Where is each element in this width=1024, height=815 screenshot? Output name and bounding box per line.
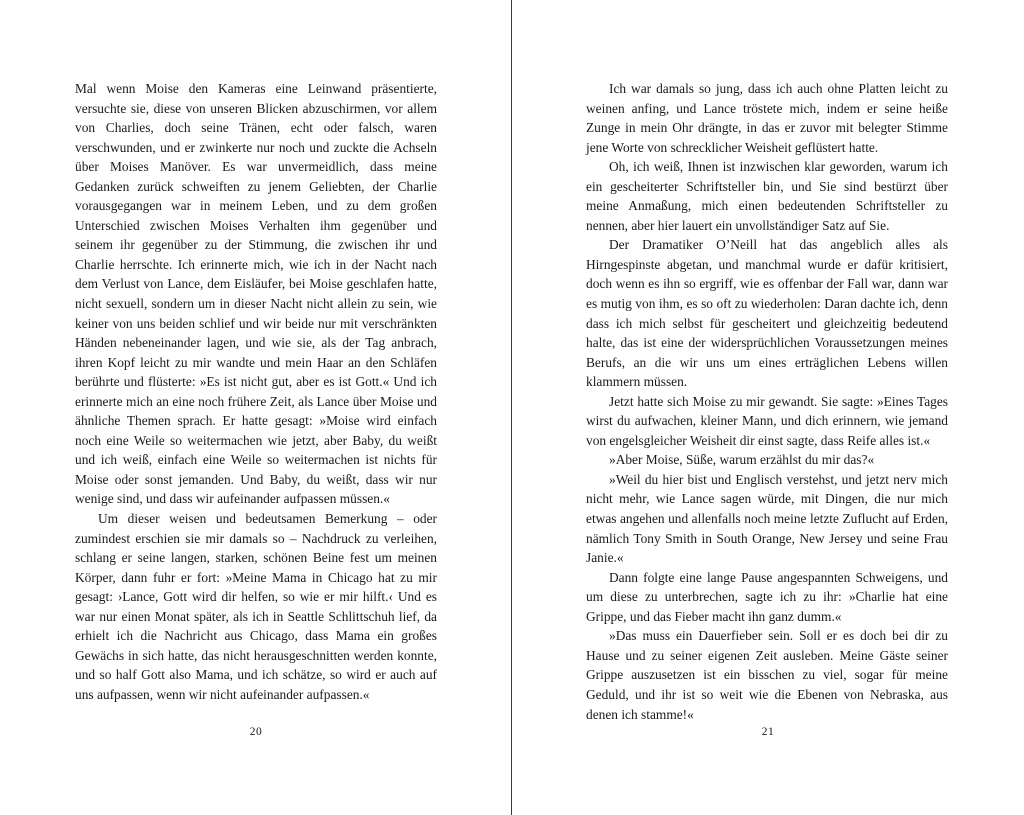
page-number: 21 <box>761 726 775 738</box>
right-page-text <box>586 79 948 724</box>
paragraph: »Aber Moise, Süße, warum erzählst du mir das?« <box>609 452 875 468</box>
paragraph: »Das muss ein Dauerfieber sein. Soll er es doch bei dir zu Hause und zu seiner eigenen Zeit ausleben. Meine Gäste seiner Grippe auszusetzen ist ein bisschen zu viel, sogar für meine Geduld, und ihr ist so weit wie die Ebenen von Nebraska, aus denen ich stamme!« <box>586 628 948 722</box>
left-page-text <box>75 79 437 705</box>
paragraph: Um dieser weisen und bedeutsamen Bemerkung – oder zumindest erschien sie mir damals so – Nachdruck zu verleihen, schlang er seine langen, starken, schönen Beine fest um meinen Körper, dann fuhr er fort: »Meine Mama in Chicago hat zu mir gesagt: ›Lance, Gott wird dir helfen, so wie er mir hilft.‹ Und es war nur einen Monat später, als ich in Seattle Schlittschuh lief, da erhielt ich die Nachricht aus Chicago, dass Mama ein großes Gewächs in sich hatte, das nicht herausgeschnitten werden konnte, und so half Gott also Mama, und ich schätze, so wird er auch auf uns aufpassen, wenn wir nicht aufeinander aufpassen.« <box>75 511 437 702</box>
paragraph: Mal wenn Moise den Kameras eine Leinwand präsentierte, versuchte sie, diese von unseren Blicken abzuschirmen, vor allem von Charlies, doch seine Tränen, echt oder falsch, waren verschwunden, und er zwinkerte nur noch und zuckte die Achseln über Moises Manöver. Es war unvermeidlich, dass meine Gedanken zurück schweiften zu jenem Geliebten, der Charlie vorausgegangen war in meinem Leben, und zu dem großen Unterschied zwischen Moises Verhalten ihm gegenüber und seinem ihr gegenüber zu der Stimmung, die zwischen ihr und Charlie herrschte. Ich erinnerte mich, wie ich in der Nacht nach dem Verlust von Lance, dem Eisläufer, bei Moise geschlafen hatte, nicht sexuell, sondern um in dieser Nacht nicht allein zu sein, wie keiner von uns beiden schlief und wir beide nur mit verschränkten Händen nebeneinander lagen, und wie sie, als der Tag anbrach, ihren Kopf leicht zu mir wandte und mein Haar an den Schläfen berührte und flüsterte: »Es ist nicht gut, aber es ist Gott.« Und ich erinnerte mich an eine noch frühere Zeit, als Lance über Moise und ähnliche Themen sprach. Er hatte gesagt: »Moise wird einfach noch eine Weile so weitermachen wie jetzt, aber Baby, du weißt und ich weiß, einfach eine Weile so weitermachen ist nichts für Moise oder sonst jemanden. Und Baby, du weißt, dass wir nur wenige sind, und dass wir aufeinander aufpassen müssen.« <box>75 81 437 507</box>
paragraph: Dann folgte eine lange Pause angespannten Schweigens, und um diese zu unterbrechen, sagte ich zu ihr: »Charlie hat eine Grippe, und das Fieber macht ihn ganz dumm.« <box>586 569 948 624</box>
right-page <box>512 0 1024 815</box>
page-number: 20 <box>249 726 263 738</box>
paragraph: Ich war damals so jung, dass ich auch ohne Platten leicht zu weinen anfing, und Lance tröstete mich, indem er seine heiße Zunge in mein Ohr drängte, in das er zuvor mit belegter Stimme jene Worte von schrecklicher Weisheit geflüstert hatte. <box>586 81 948 155</box>
paragraph: Jetzt hatte sich Moise zu mir gewandt. Sie sagte: »Eines Tages wirst du aufwachen, kleiner Mann, und dich erinnern, wie jemand von engelsgleicher Weisheit dir einst sagte, dass Reife alles ist.« <box>586 393 948 448</box>
paragraph: Oh, ich weiß, Ihnen ist inzwischen klar geworden, warum ich ein gescheiterter Schriftsteller bin, und Sie sind bestürzt über meine Anmaßung, mich einen bedeutenden Schriftsteller zu nennen, aber hier lauert ein unvollständiger Satz auf Sie. <box>586 159 948 233</box>
paragraph: Der Dramatiker O’Neill hat das angeblich alles als Hirngespinste abgetan, und manchmal wurde er dafür kritisiert, doch wenn es ihn so ergriff, wie es offenbar der Fall war, dann war es mutig von ihm, es so oft zu wiederholen: Daran dachte ich, denn dass ich mich selbst für gescheitert und gleichzeitig bedeutend halte, das ist eine der widersprüchlichen Voraussetzungen meines Berufs, an die wir uns um eines erträglichen Lebens willen klammern müssen. <box>586 237 948 390</box>
paragraph: »Weil du hier bist und Englisch verstehst, und jetzt nerv mich nicht mehr, wie Lance sagen würde, mit Dingen, die nur mich etwas angehen und allenfalls noch meine letzte Zuflucht auf Erden, nämlich Tony Smith in South Orange, New Jersey und seine Frau Janie.« <box>586 471 948 566</box>
